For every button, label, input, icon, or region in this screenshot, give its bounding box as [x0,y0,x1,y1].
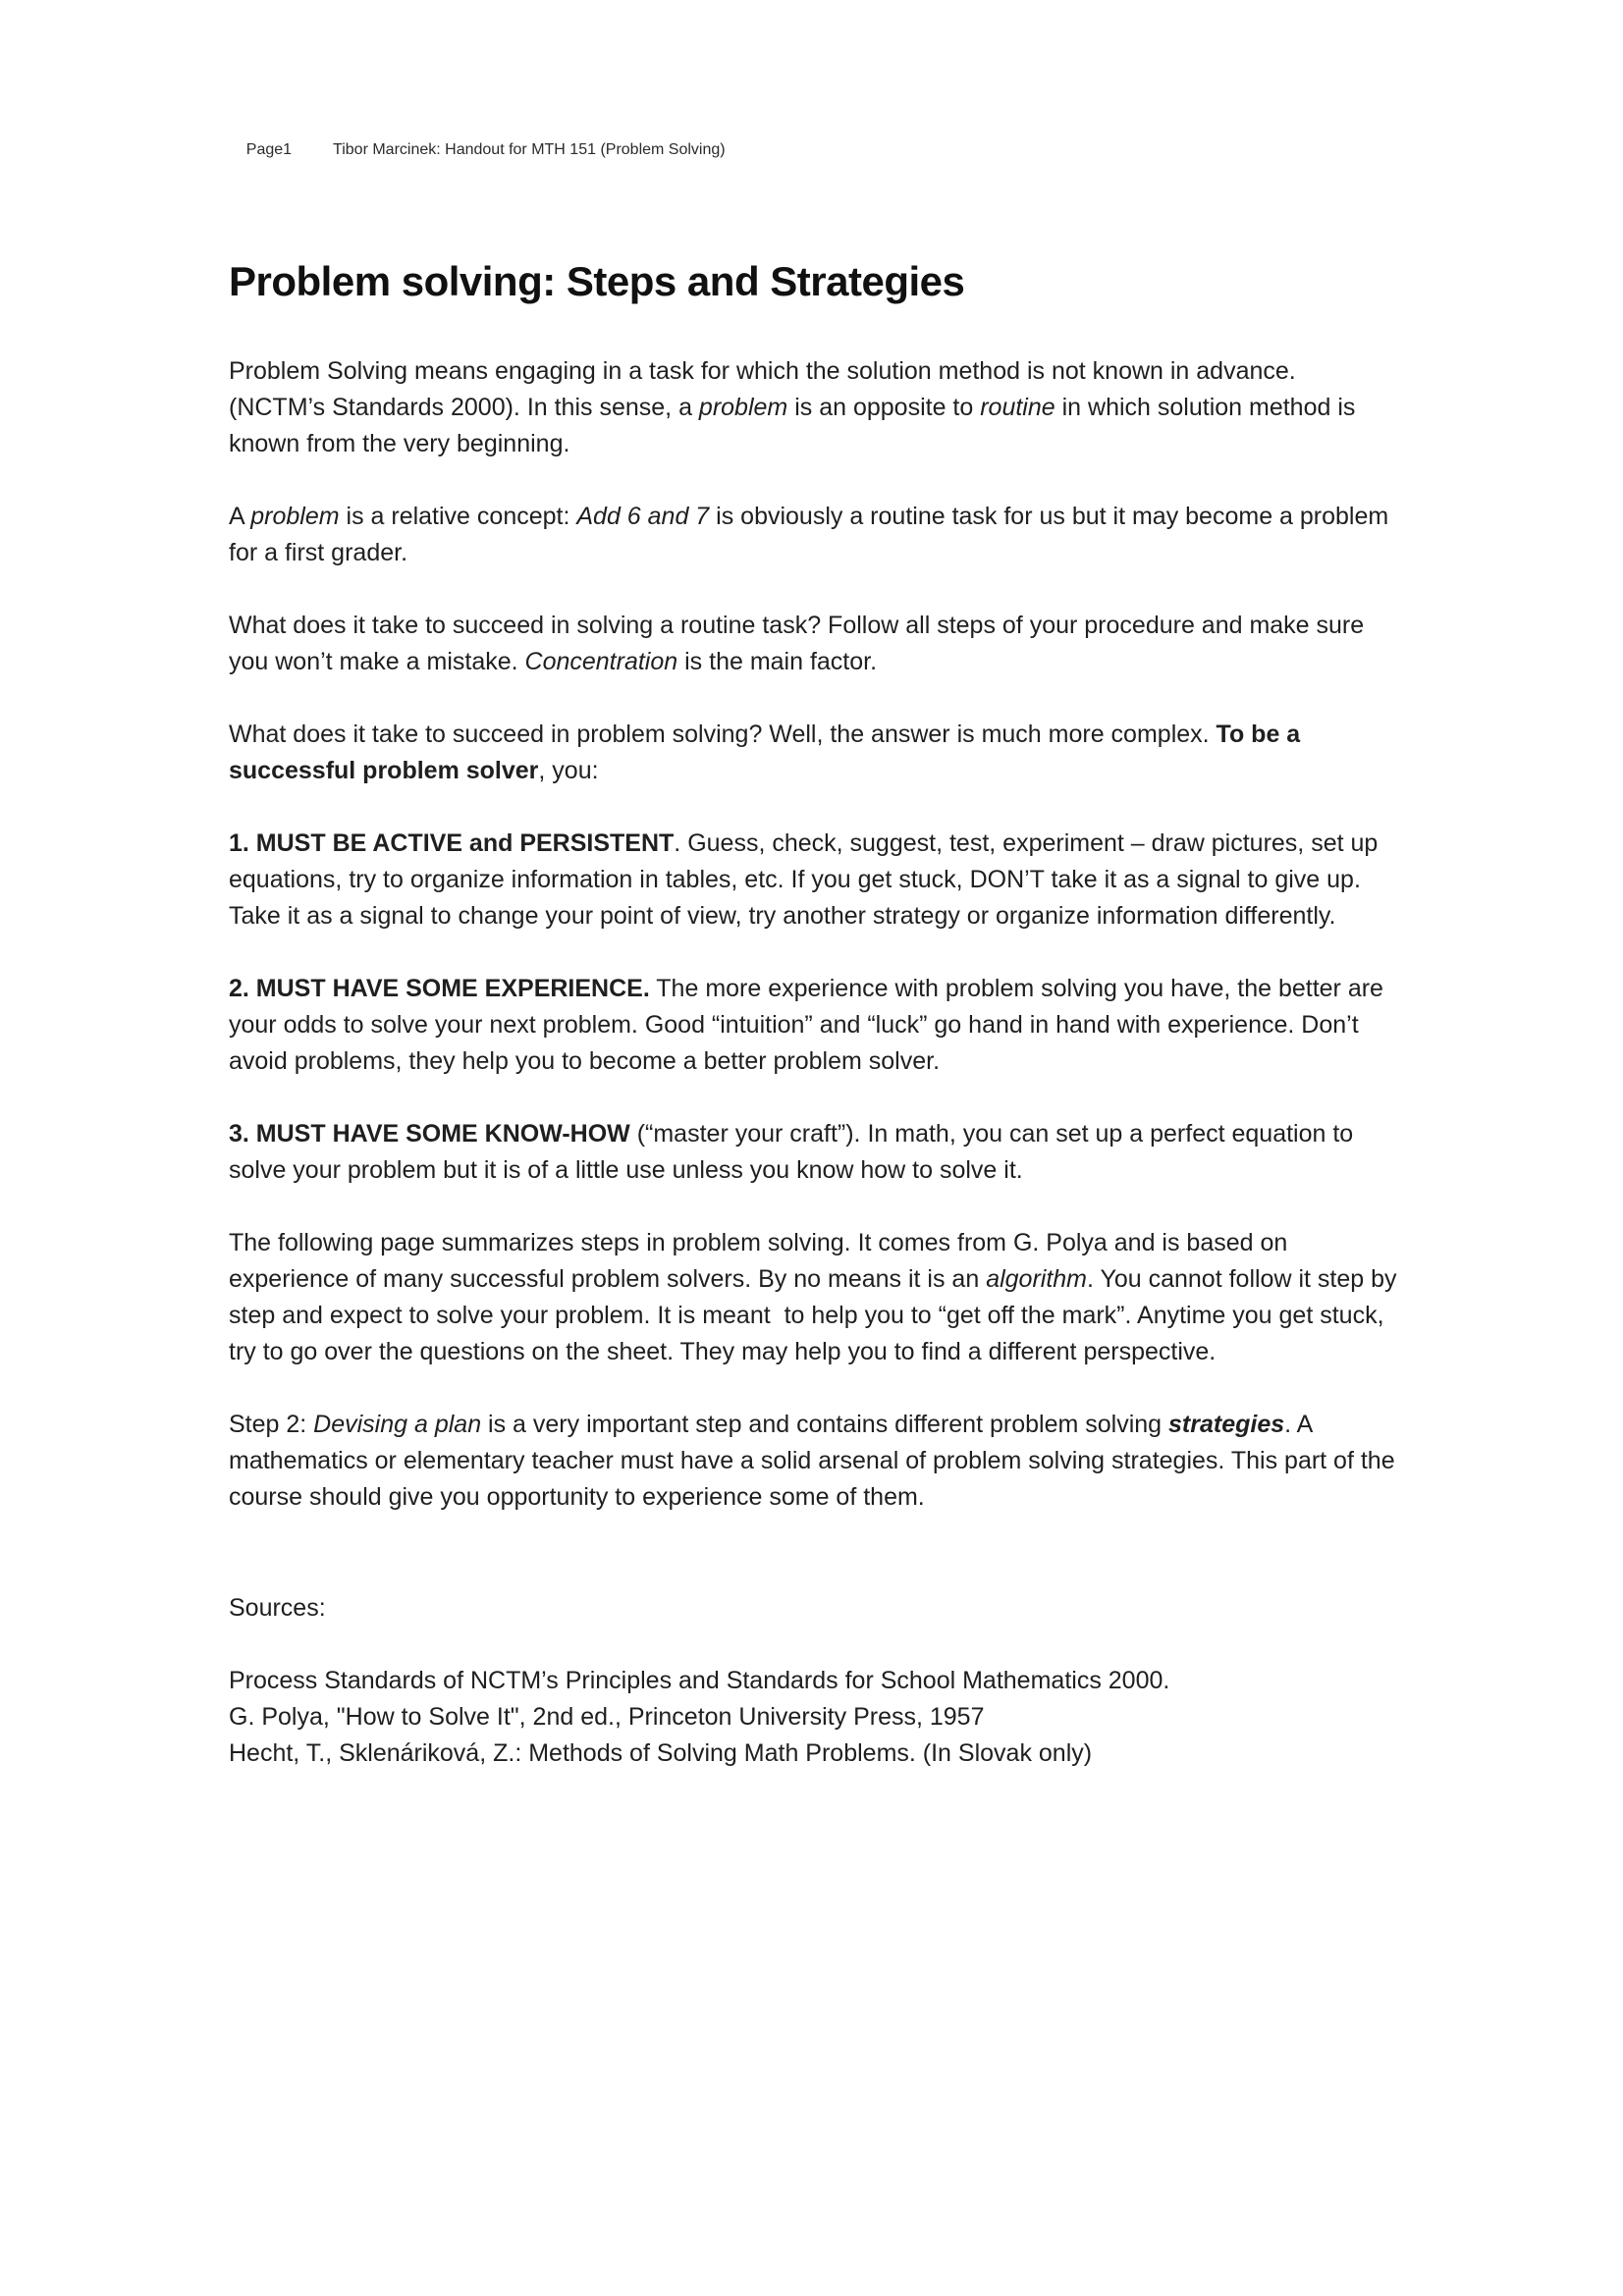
text-run: Problem Solving means engaging in a task for which the solution method is not known in advance. (NCTM’s Standards 2000). In this sense, a [229,357,1303,421]
text-run: Concentration [524,648,678,675]
text-run: problem [698,394,788,421]
text-run: in which solution method is known from the very beginning. [229,394,1363,457]
text-run: , you: [538,757,599,784]
text-run: 1. MUST BE ACTIVE and PERSISTENT [229,829,675,857]
page-title: Problem solving: Steps and Strategies [229,258,965,304]
text-run: is obviously a routine task for us but it may become a problem for a first grader. [229,503,1396,566]
paragraph-step-2-strategies [229,1407,1402,1516]
paragraph-rule-3-know-how [229,1116,1397,1189]
text-run: Add 6 and 7 [576,503,710,530]
text-run: (“master your craft”). In math, you can set up a perfect equation to solve your problem but it is of a little use unless you know how to solve it. [229,1120,1361,1184]
text-run: is a very important step and contains different problem solving [481,1411,1169,1438]
source-line: Process Standards of NCTM’s Principles and Standards for School Mathematics 2000. [229,1667,1170,1694]
document-body [229,353,1404,1516]
source-line: G. Polya, "How to Solve It", 2nd ed., Princeton University Press, 1957 [229,1703,985,1731]
sources-label: Sources: [229,1594,326,1622]
text-run: The following page summarizes steps in problem solving. It comes from G. Polya and is based on experience of many successful problem solvers. By no means it is an [229,1229,1295,1293]
paragraph-successful-solver [229,717,1397,789]
text-run: strategies [1168,1411,1285,1438]
source-line: Hecht, T., Sklenáriková, Z.: Methods of Solving Math Problems. (In Slovak only) [229,1739,1093,1767]
text-run: routine [980,394,1055,421]
text-run: To be a successful problem solver [229,721,1308,784]
text-run: 3. MUST HAVE SOME KNOW-HOW [229,1120,630,1148]
text-run: What does it take to succeed in problem solving? Well, the answer is much more complex. [229,721,1217,748]
paragraph-rule-1-active-persistent [229,826,1397,934]
text-run: . You cannot follow it step by step and expect to solve your problem. It is meant to help you to “get off the mark”. Anytime you get stuck, try to go over the questions on the sheet. They may help you to find a different perspective. [229,1265,1404,1365]
paragraph-routine-task [229,608,1397,680]
text-run: is an opposite to [787,394,981,421]
text-run: is a relative concept: [339,503,577,530]
paragraph-relative-concept [229,499,1397,571]
page-header [229,118,1397,183]
text-run: A [229,503,251,530]
header-text: Tibor Marcinek: Handout for MTH 151 (Problem Solving) [333,141,726,158]
text-run: What does it take to succeed in solving a routine task? Follow all steps of your procedure and make sure you won’t make a mistake. [229,612,1372,675]
sources-list [229,1663,1397,1772]
text-run: . A mathematics or elementary teacher must have a solid arsenal of problem solving strategies. This part of the course should give you opportunity to experience some of them. [229,1411,1402,1511]
page-number-label: Page1 [245,141,293,158]
text-run: Step 2: [229,1411,314,1438]
paragraph-polya-steps [229,1225,1404,1370]
paragraph-intro [229,353,1397,462]
text-run: . Guess, check, suggest, test, experiment – draw pictures, set up equations, try to organize information in tables, etc. If you get stuck, DON’T take it as a signal to give up. Take it as a signal to change your point of view, try another strategy or organize information differently. [229,829,1385,930]
text-run: Devising a plan [313,1411,482,1438]
text-run: The more experience with problem solving you have, the better are your odds to solve your next problem. Good “intuition” and “luck” go hand in hand with experience. Don’t avoid problems, they help you to become a better problem solver. [229,975,1390,1075]
text-run: problem [250,503,340,530]
text-run: 2. MUST HAVE SOME EXPERIENCE. [229,975,650,1002]
text-run: is the main factor. [677,648,878,675]
paragraph-rule-2-experience [229,971,1397,1080]
text-run: algorithm [986,1265,1088,1293]
